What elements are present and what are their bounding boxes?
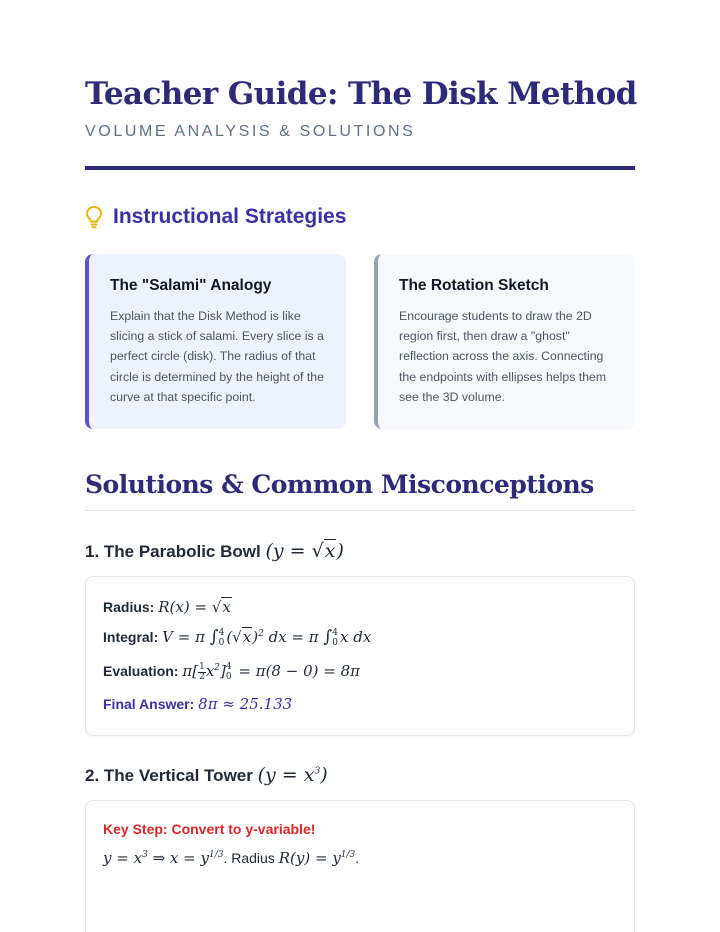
evaluation-row [103, 662, 360, 682]
radius-text: . Radius [223, 850, 275, 866]
radius-label: Radius: [103, 599, 155, 615]
problem-1-solution-box [85, 576, 635, 736]
strategy-card-body: Encourage students to draw the 2D region first, then draw a "ghost" reflection across the axis. Connecting the endpoints with ellipses helps them see the 3D volume. [399, 309, 607, 404]
radius-formula: R(x) = √x [158, 598, 231, 616]
integral-label: Integral: [103, 629, 159, 645]
problem-2-equation: $(y = x^3)$ [257, 764, 328, 786]
strategies-heading [85, 205, 346, 229]
final-answer-value: 8π ≈ 25.133 [198, 695, 293, 713]
conversion-row: $y = x^3$ ⇒ $x = y^{1/3}$. Radius $R(y) = y^{1/3}$. [103, 849, 360, 867]
strategy-card-body: Explain that the Disk Method is like slicing a stick of salami. Every slice is a perfect circle (disk). The radius of that circle is determined by the height of the curve at that specific point. [110, 309, 324, 404]
integral-formula: V = π ∫ 4 0 $(√x)^2$ dx = π ∫ 4 0 x dx [162, 627, 372, 648]
solutions-divider [85, 510, 635, 511]
page-subtitle: VOLUME ANALYSIS & SOLUTIONS [85, 123, 416, 140]
solutions-heading: Solutions & Common Misconceptions [85, 470, 594, 499]
problem-2-solution-box [85, 800, 635, 932]
evaluation-label: Evaluation: [103, 663, 179, 679]
conversion-formula: $y = x^3$ ⇒ $x = y^{1/3}$ [103, 849, 224, 867]
problem-1-heading [85, 540, 344, 562]
final-answer-row [103, 695, 292, 713]
strategy-card-title: The "Salami" Analogy [110, 277, 272, 294]
radius-row [103, 598, 232, 616]
header-divider [85, 166, 635, 170]
strategies-heading-text: Instructional Strategies [113, 205, 347, 228]
strategy-card-rotation [374, 254, 635, 429]
evaluation-formula: π[ $\frac{1}{2}$ $x^2$] 4 0 = π(8 − 0) = 8π [182, 661, 360, 682]
final-answer-label: Final Answer: [103, 696, 195, 712]
strategy-card-salami [85, 254, 346, 429]
page-title: Teacher Guide: The Disk Method [85, 76, 637, 112]
key-step-note: Key Step: Convert to y-variable! [103, 821, 316, 837]
problem-1-equation: (y = √x) [265, 540, 344, 562]
problem-2-title: 2. The Vertical Tower [85, 766, 253, 785]
lightbulb-icon [85, 205, 103, 229]
integral-row [103, 627, 371, 648]
strategy-card-title: The Rotation Sketch [399, 277, 549, 294]
problem-1-title: 1. The Parabolic Bowl [85, 542, 261, 561]
problem-2-heading [85, 764, 328, 786]
radius-formula-y: $R(y) = y^{1/3}$ [278, 849, 356, 867]
